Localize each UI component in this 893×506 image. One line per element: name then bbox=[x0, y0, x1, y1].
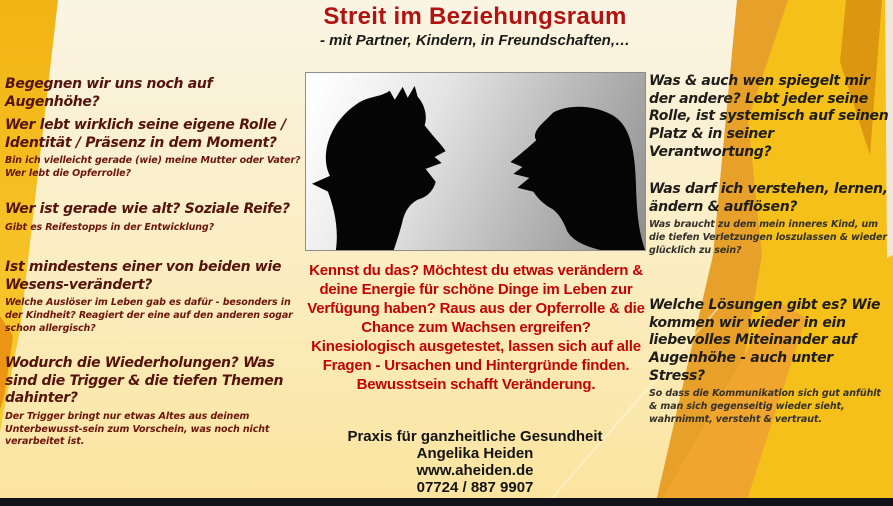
bottom-divider-bar bbox=[0, 498, 893, 506]
title-block bbox=[275, 3, 675, 49]
question-heading: Was & auch wen spiegelt mir der andere? Lebt jeder seine Rolle, ist systemisch auf seinen Platz & in seiner Verantwortung? bbox=[649, 73, 889, 160]
question-subtext: Was braucht zu dem mein inneres Kind, um die tiefen Verletzungen loszulassen & wieder glücklich zu sein? bbox=[649, 219, 887, 256]
man-silhouette-icon bbox=[510, 107, 645, 250]
practice-name: Praxis für ganzheitliche Gesundheit bbox=[347, 428, 603, 445]
question-block-learn-dissolve bbox=[649, 181, 891, 257]
woman-silhouette-icon bbox=[312, 86, 446, 250]
silhouette-graphic bbox=[306, 73, 645, 250]
call-to-action-text bbox=[306, 261, 646, 394]
question-heading: Welche Lösungen gibt es? Wie kommen wir wieder in ein liebevolles Miteinander auf Augenhöhe - auch unter Stress? bbox=[649, 297, 881, 384]
cta-paragraph-1: Kennst du das? Möchtest du etwas verändern & deine Energie für schöne Dinge im Leben zur Verfügung haben? Raus aus der Opferrolle & die Chance zum Wachsen ergreifen? bbox=[307, 262, 645, 337]
question-heading: Begegnen wir uns noch auf Augenhöhe? bbox=[5, 76, 213, 110]
person-name: Angelika Heiden bbox=[416, 445, 534, 462]
question-heading: Ist mindestens einer von beiden wie Wesens-verändert? bbox=[5, 259, 282, 293]
question-block-mirroring bbox=[649, 73, 891, 161]
question-block-character-change bbox=[5, 259, 307, 335]
question-subtext: So dass die Kommunikation sich gut anfühlt & man sich gegenseitig wieder sieht, wahrnimmt, versteht & vertraut. bbox=[649, 388, 881, 425]
question-subtext: Gibt es Reifestopps in der Entwicklung? bbox=[5, 221, 215, 233]
phone-number: 07724 / 887 9907 bbox=[416, 479, 534, 496]
question-subtext: Welche Auslöser im Leben gab es dafür - besonders in der Kindheit? Reagiert der eine auf den anderen sogar schon allergisch? bbox=[5, 297, 293, 334]
page-subtitle: - mit Partner, Kindern, in Freundschaften,… bbox=[319, 32, 631, 49]
question-block-solutions bbox=[649, 297, 891, 426]
cta-paragraph-2: Kinesiologisch ausgetestet, lassen sich auf alle Fragen - Ursachen und Hintergründe finden. Bewusstsein schafft Veränderung. bbox=[311, 338, 641, 394]
question-heading: Wodurch die Wiederholungen? Was sind die Trigger & die tiefen Themen dahinter? bbox=[5, 355, 284, 407]
website-url: www.aheiden.de bbox=[416, 462, 534, 479]
question-heading: Wer lebt wirklich seine eigene Rolle / Identität / Präsenz in dem Moment? bbox=[5, 117, 286, 151]
question-heading: Was darf ich verstehen, lernen, ändern & auflösen? bbox=[649, 181, 888, 215]
arguing-couple-silhouette-image bbox=[305, 72, 646, 251]
page-title: Streit im Beziehungsraum bbox=[323, 3, 627, 30]
question-block-own-role bbox=[5, 117, 307, 181]
question-subtext: Der Trigger bringt nur etwas Altes aus deinem Unterbewusst-sein zum Vorschein, was noch nicht verarbeitet ist. bbox=[5, 410, 270, 448]
question-block-social-maturity bbox=[5, 201, 307, 234]
question-block-eye-level bbox=[5, 76, 307, 111]
question-block-triggers bbox=[5, 355, 307, 449]
question-subtext: Bin ich vielleicht gerade (wie) meine Mutter oder Vater? Wer lebt die Opferrolle? bbox=[5, 155, 301, 179]
question-heading: Wer ist gerade wie alt? Soziale Reife? bbox=[5, 201, 290, 217]
contact-block bbox=[315, 428, 635, 496]
